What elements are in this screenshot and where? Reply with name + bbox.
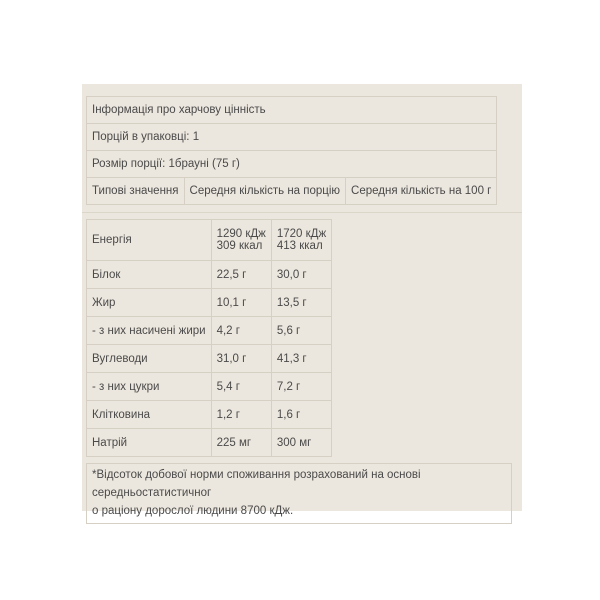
- nutrient-per-serving: 10,1 г: [211, 289, 271, 317]
- nutrient-name: - з них цукри: [87, 373, 212, 401]
- column-header-per-serving: Середня кількість на порцію: [184, 178, 346, 205]
- nutrition-title: Інформація про харчову цінність: [87, 97, 497, 124]
- table-row: [87, 151, 497, 178]
- nutrient-per-100g: 5,6 г: [271, 317, 331, 345]
- serving-size: Розмір порції: 1брауні (75 г): [87, 151, 497, 178]
- nutrient-per-serving: 4,2 г: [211, 317, 271, 345]
- nutrient-name: Натрій: [87, 429, 212, 457]
- table-row: [87, 178, 497, 205]
- column-header-per-100g: Середня кількість на 100 г: [346, 178, 497, 205]
- nutrient-name: Клітковина: [87, 401, 212, 429]
- column-header-typical: Типові значення: [87, 178, 185, 205]
- table-row: [87, 429, 332, 457]
- nutrition-header-table: [86, 96, 497, 205]
- nutrient-name: Жир: [87, 289, 212, 317]
- nutrient-name: Вуглеводи: [87, 345, 212, 373]
- nutrient-per-100g: 30,0 г: [271, 261, 331, 289]
- nutrient-per-100g: [271, 220, 331, 261]
- nutrient-per-serving: 22,5 г: [211, 261, 271, 289]
- footnote-line-1: *Відсоток добової норми споживання розрахований на основі середньостатистичног: [92, 469, 421, 499]
- energy-kj-per-100g: 1720 кДж: [276, 228, 327, 240]
- nutrient-per-serving: 1,2 г: [211, 401, 271, 429]
- footnote-line-2: о раціону дорослої людини 8700 кДж.: [92, 505, 294, 517]
- servings-per-pack: Порцій в упаковці: 1: [87, 124, 497, 151]
- table-row: [87, 464, 512, 524]
- footnote-table: [86, 463, 512, 524]
- nutrient-per-100g: 41,3 г: [271, 345, 331, 373]
- nutrients-table: [86, 219, 332, 457]
- table-row: [87, 97, 497, 124]
- table-row: [87, 373, 332, 401]
- nutrient-per-serving: [211, 220, 271, 261]
- nutrition-panel: [82, 84, 522, 517]
- table-row: [87, 317, 332, 345]
- nutrient-per-serving: 31,0 г: [211, 345, 271, 373]
- energy-kj-per-serving: 1290 кДж: [216, 228, 266, 240]
- energy-kcal-per-serving: 309 ккал: [216, 240, 263, 252]
- nutrient-per-100g: 7,2 г: [271, 373, 331, 401]
- nutrient-name: Енергія: [87, 220, 212, 261]
- nutrient-per-serving: 225 мг: [211, 429, 271, 457]
- table-row: [87, 289, 332, 317]
- table-row: [87, 401, 332, 429]
- table-row: [87, 124, 497, 151]
- nutrient-per-serving: 5,4 г: [211, 373, 271, 401]
- section-divider: [82, 212, 522, 213]
- energy-kcal-per-100g: 413 ккал: [276, 240, 323, 252]
- footnote: [87, 464, 512, 524]
- table-row: [87, 345, 332, 373]
- nutrient-name: Білок: [87, 261, 212, 289]
- nutrient-per-100g: 13,5 г: [271, 289, 331, 317]
- nutrient-name: - з них насичені жири: [87, 317, 212, 345]
- table-row: [87, 261, 332, 289]
- nutrient-per-100g: 1,6 г: [271, 401, 331, 429]
- nutrient-per-100g: 300 мг: [271, 429, 331, 457]
- table-row: [87, 220, 332, 261]
